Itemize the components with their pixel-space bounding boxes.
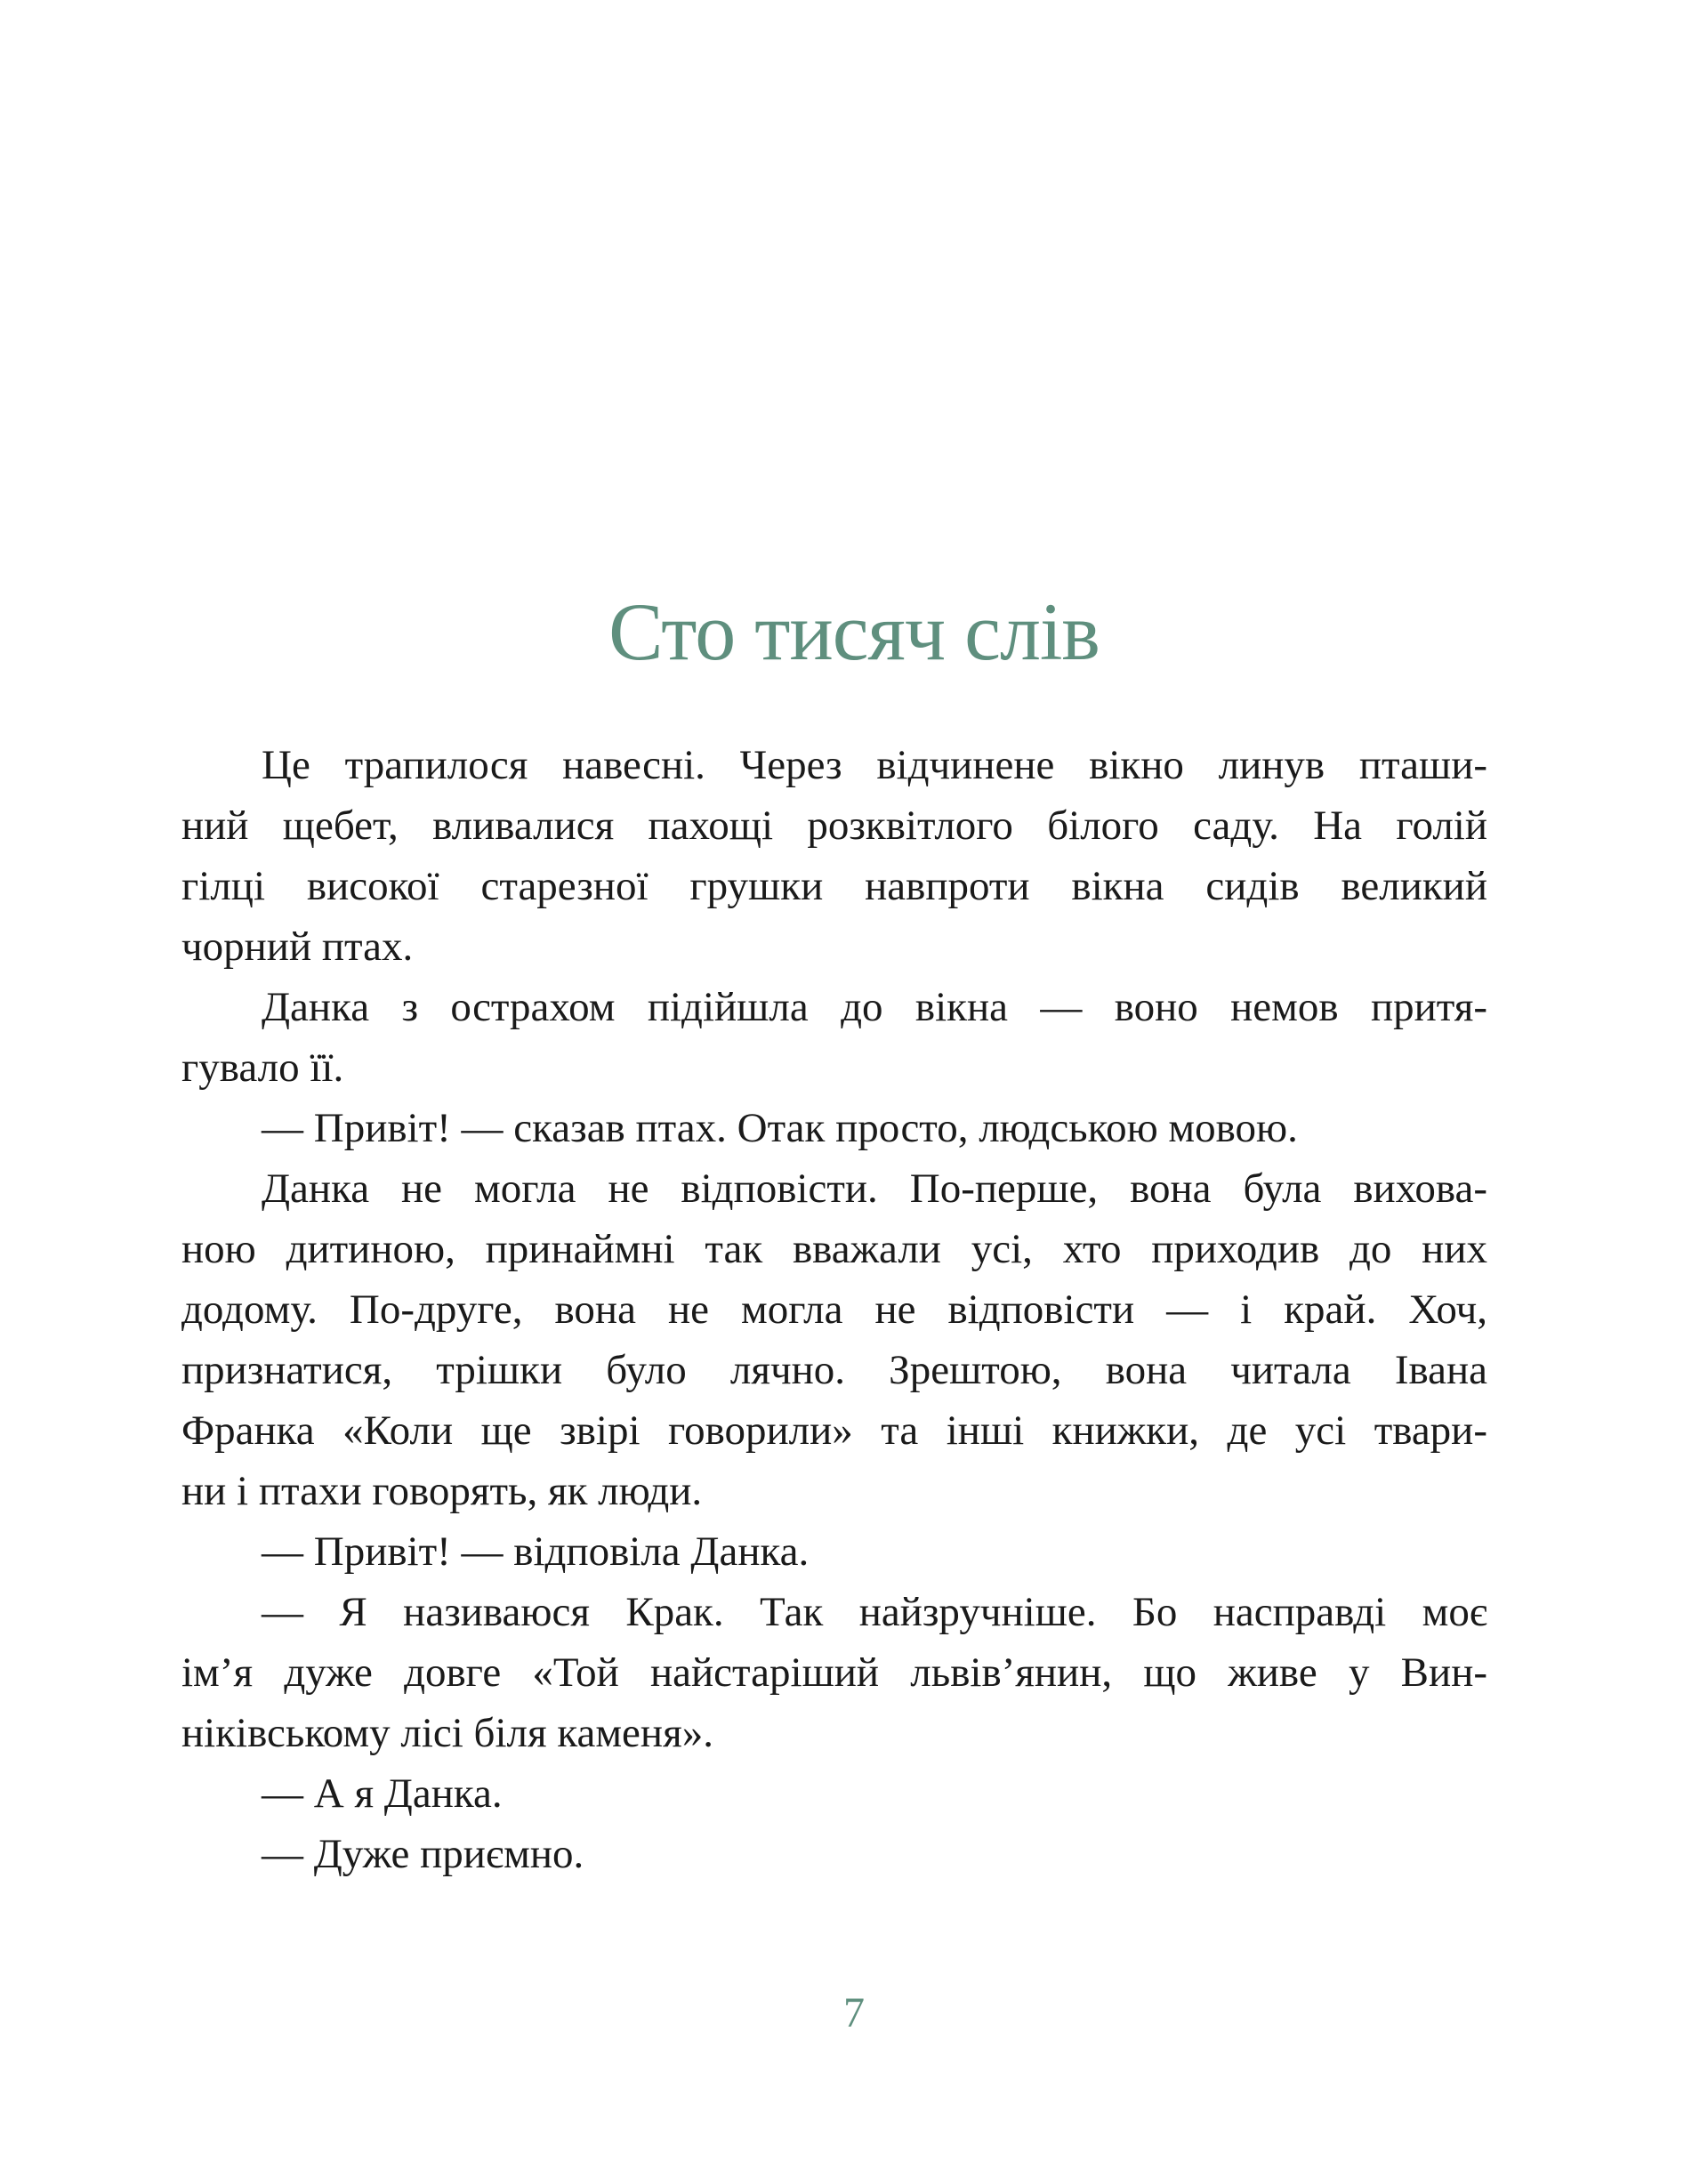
text-line: — Дуже приємно. [262,1831,584,1877]
text-line: — Я називаюся Крак. Так найзручніше. Бо насправді моє [262,1589,1487,1635]
text-line: ною дитиною, принаймні так вважали усі, хто приходив до них [181,1226,1487,1272]
text-line: гувало її. [181,1044,344,1091]
text-line: Данка не могла не відповісти. По-перше, вона була вихова- [262,1165,1487,1212]
text-line: ім’я дуже довге «Той найстаріший львів’янин, що живе у Вин- [181,1649,1487,1696]
page-number: 7 [843,1989,865,2036]
text-line: — Привіт! — сказав птах. Отак просто, людською мовою. [262,1105,1298,1151]
text-line: ніківському лісі біля каменя». [181,1710,713,1756]
text-line: гілці високої старезної грушки навпроти вікна сидів великий [181,863,1487,909]
text-line: Франка «Коли ще звірі говорили» та інші книжки, де усі твари- [181,1407,1487,1454]
text-line: додому. По-друге, вона не могла не відповісти — і край. Хоч, [181,1286,1487,1333]
text-line: — А я Данка. [262,1770,503,1817]
chapter-body [181,735,1487,1884]
text-line: ни і птахи говорять, як люди. [181,1468,703,1514]
text-line: ний щебет, вливалися пахощі розквітлого білого саду. На голій [181,802,1487,849]
text-line: — Привіт! — відповіла Данка. [262,1528,810,1575]
text-line: чорний птах. [181,923,414,970]
chapter-title: Сто тисяч слів [608,586,1100,677]
text-line: Данка з острахом підійшла до вікна — воно немов притя- [262,984,1487,1030]
text-line: Це трапилося навесні. Через відчинене вікно линув пташи- [262,742,1487,788]
text-line: признатися, трішки було лячно. Зрештою, вона читала Івана [181,1347,1487,1393]
